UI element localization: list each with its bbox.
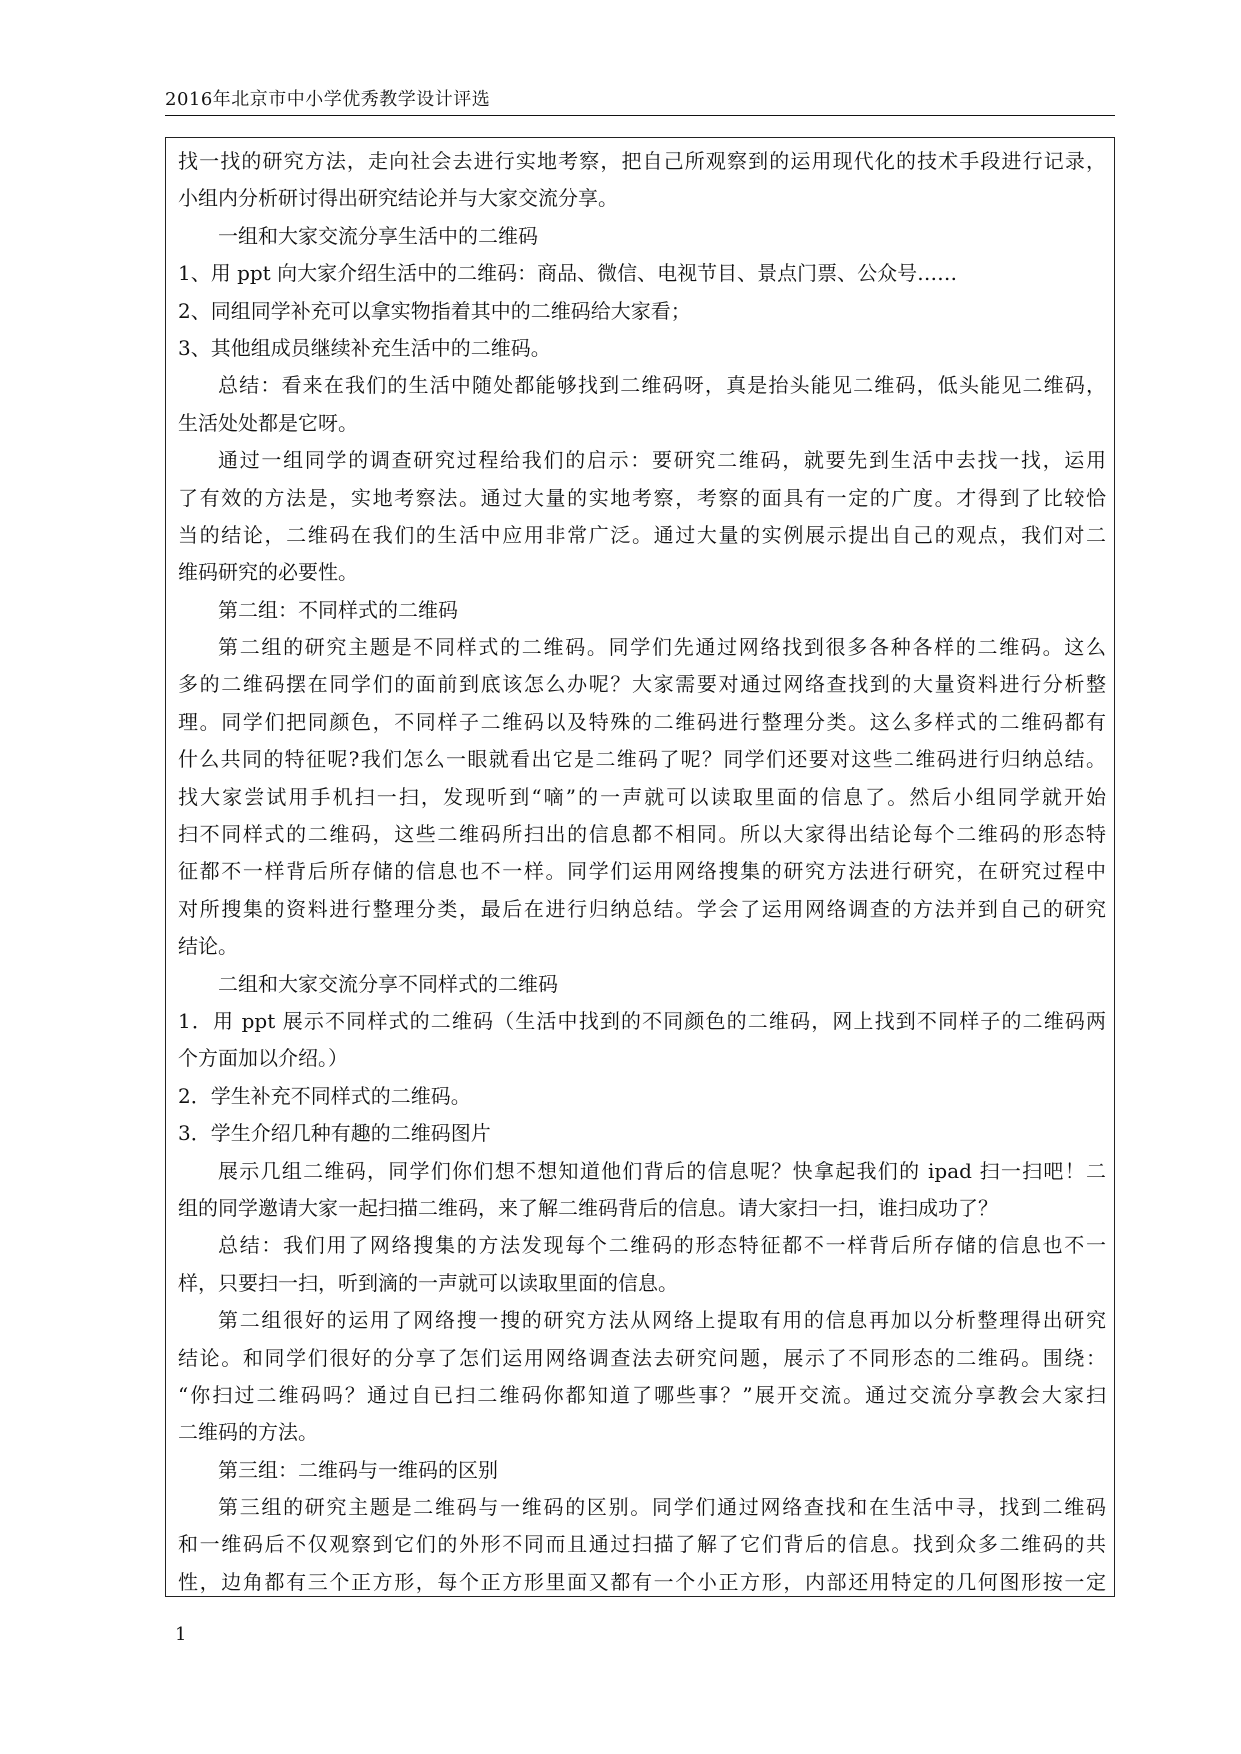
body-text-line: 第三组的研究主题是二维码与一维码的区别。同学们通过网络查找和在生活中寻，找到二维码 (218, 1495, 1106, 1520)
body-text-line: 2、同组同学补充可以拿实物指着其中的二维码给大家看； (178, 298, 691, 323)
body-text-line: 2．学生补充不同样式的二维码。 (178, 1083, 471, 1108)
body-text-line: “你扫过二维码吗？通过自已扫二维码你都知道了哪些事？”展开交流。通过交流分享教会大家扫 (178, 1382, 1106, 1407)
body-text-line: 二组和大家交流分享不同样式的二维码 (218, 971, 558, 996)
body-text-line: 小组内分析研讨得出研究结论并与大家交流分享。 (178, 186, 618, 211)
body-text-line: 征都不一样背后所存储的信息也不一样。同学们运用网络搜集的研究方法进行研究，在研究过程中 (178, 859, 1106, 884)
body-text-line: 3、其他组成员继续补充生活中的二维码。 (178, 335, 551, 360)
body-text-line: 第二组：不同样式的二维码 (218, 597, 458, 622)
body-text-line: 个方面加以介绍。） (178, 1046, 348, 1071)
body-text-line: 样，只要扫一扫，听到滴的一声就可以读取里面的信息。 (178, 1270, 678, 1295)
body-text-line: 第二组很好的运用了网络搜一搜的研究方法从网络上提取有用的信息再加以分析整理得出研究 (218, 1308, 1106, 1333)
page-number: 1 (175, 1624, 187, 1645)
body-text-line: 总结：我们用了网络搜集的方法发现每个二维码的形态特征都不一样背后所存储的信息也不一 (218, 1233, 1106, 1258)
body-text-line: 第二组的研究主题是不同样式的二维码。同学们先通过网络找到很多各种各样的二维码。这么 (218, 635, 1106, 660)
body-text-line: 1．用 ppt 展示不同样式的二维码（生活中找到的不同颜色的二维码，网上找到不同样子的二维码两 (178, 1008, 1106, 1033)
header-rule (165, 115, 1115, 116)
body-text-line: 结论。 (178, 934, 238, 959)
body-text-line: 找大家尝试用手机扫一扫，发现听到“嘀”的一声就可以读取里面的信息了。然后小组同学就开始 (178, 784, 1106, 809)
body-text-line: 扫不同样式的二维码，这些二维码所扫出的信息都不相同。所以大家得出结论每个二维码的形态特 (178, 822, 1106, 847)
body-text-line: 维码研究的必要性。 (178, 560, 358, 585)
body-text-line: 了有效的方法是，实地考察法。通过大量的实地考察，考察的面具有一定的广度。才得到了比较恰 (178, 485, 1106, 510)
body-text-line: 展示几组二维码，同学们你们想不想知道他们背后的信息呢？快拿起我们的 ipad 扫一扫吧！二 (218, 1158, 1106, 1183)
body-text-line: 多的二维码摆在同学们的面前到底该怎么办呢？大家需要对通过网络查找到的大量资料进行分析整 (178, 672, 1106, 697)
body-text-line: 通过一组同学的调查研究过程给我们的启示：要研究二维码，就要先到生活中去找一找，运用 (218, 448, 1106, 473)
body-text-line: 组的同学邀请大家一起扫描二维码，来了解二维码背后的信息。请大家扫一扫，谁扫成功了？ (178, 1195, 998, 1220)
content-box (165, 137, 1115, 1597)
body-text-line: 1、用 ppt 向大家介绍生活中的二维码：商品、微信、电视节目、景点门票、公众号…… (178, 261, 958, 286)
body-text-line: 理。同学们把同颜色，不同样子二维码以及特殊的二维码进行整理分类。这么多样式的二维码都有 (178, 709, 1106, 734)
body-text-line: 性，边角都有三个正方形，每个正方形里面又都有一个小正方形，内部还用特定的几何图形按一定 (178, 1569, 1106, 1594)
body-text-line: 总结：看来在我们的生活中随处都能够找到二维码呀，真是抬头能见二维码，低头能见二维码， (218, 373, 1106, 398)
body-text-line: 结论。和同学们很好的分享了怎们运用网络调查法去研究问题，展示了不同形态的二维码。围绕： (178, 1345, 1106, 1370)
body-text-line: 对所搜集的资料进行整理分类，最后在进行归纳总结。学会了运用网络调查的方法并到自己的研究 (178, 896, 1106, 921)
body-text-line: 3．学生介绍几种有趣的二维码图片 (178, 1121, 491, 1146)
body-text-line: 找一找的研究方法，走向社会去进行实地考察，把自己所观察到的运用现代化的技术手段进行记录， (178, 149, 1106, 173)
body-text-line: 生活处处都是它呀。 (178, 410, 358, 435)
body-text-line: 二维码的方法。 (178, 1420, 318, 1445)
body-text-line: 什么共同的特征呢?我们怎么一眼就看出它是二维码了呢？同学们还要对这些二维码进行归纳总结。 (178, 747, 1106, 772)
body-text-line: 一组和大家交流分享生活中的二维码 (218, 223, 538, 248)
body-text-line: 和一维码后不仅观察到它们的外形不同而且通过扫描了解了它们背后的信息。找到众多二维码的共 (178, 1532, 1106, 1557)
body-text-line: 第三组：二维码与一维码的区别 (218, 1457, 498, 1482)
page-header-title: 2016年北京市中小学优秀教学设计评选 (165, 89, 491, 110)
body-text-line: 当的结论，二维码在我们的生活中应用非常广泛。通过大量的实例展示提出自己的观点，我们对二 (178, 522, 1106, 547)
